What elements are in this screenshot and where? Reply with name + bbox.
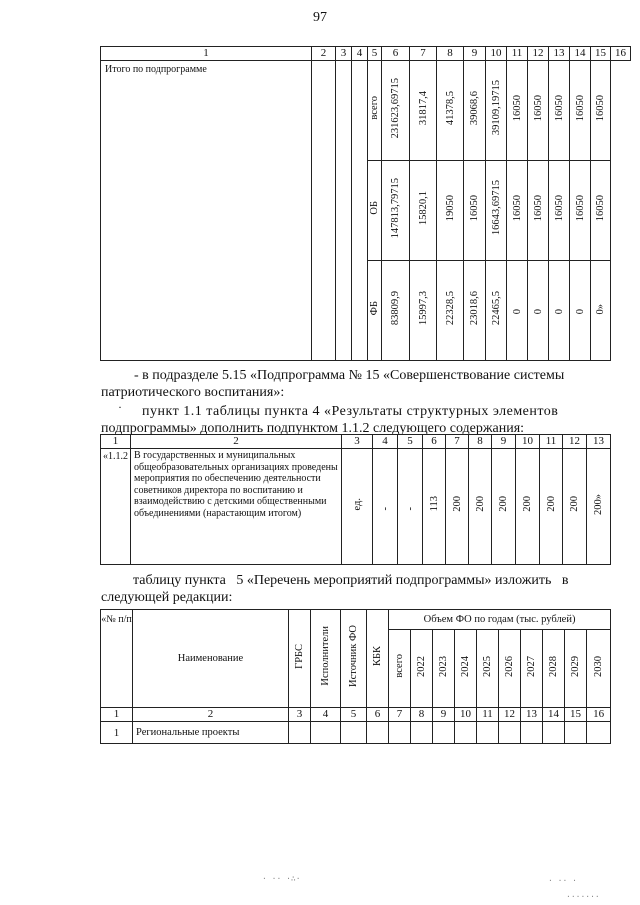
table1-empty-col3 — [312, 61, 336, 361]
table3-number-label-cell — [477, 708, 499, 722]
table3-number-label-cell — [133, 708, 289, 722]
table2-header-label-cell — [563, 435, 587, 449]
table1-name: Итого по подпрограмме — [105, 64, 207, 75]
table1-value: 16050 — [469, 194, 480, 222]
table3-number-row — [101, 708, 611, 722]
table1-value: 16050 — [511, 94, 523, 122]
table3-number-label-cell — [389, 708, 411, 722]
table1-value-cell — [486, 161, 507, 261]
table3-number-label: 5 — [350, 708, 357, 720]
table1-value: 0 — [532, 309, 544, 315]
table1-data-row — [101, 61, 631, 161]
table2-header-label-cell — [423, 435, 446, 449]
table3-name-label: Наименование — [177, 653, 244, 664]
results-table — [100, 434, 611, 565]
table3-number-label-cell — [341, 708, 367, 722]
table3-row-name — [133, 722, 289, 744]
table1-value: 22328,5 — [444, 290, 456, 326]
table3-number-label-cell — [433, 708, 455, 722]
table3-empty-cell — [367, 722, 389, 744]
paragraph-point: пункт 1.1 таблицы пункта 4 «Результаты структурных элементов — [142, 404, 559, 419]
table2-header-label-cell — [342, 435, 373, 449]
table2-header-label: 12 — [569, 435, 580, 447]
table1-value: 16050 — [532, 194, 544, 222]
table1-header-row — [101, 47, 631, 61]
table1-value-cell — [486, 61, 507, 161]
table3-number-label: 13 — [526, 708, 537, 720]
table1-value: 16050 — [553, 194, 565, 222]
scan-artifact: · ·· · — [548, 876, 577, 885]
table1-value: 16643,69715 — [490, 180, 502, 236]
table1-value: 0 — [553, 309, 565, 315]
table3-src-label: Источник ФО — [348, 625, 359, 687]
table2-header-label: 6 — [431, 435, 437, 447]
table1-value-cell — [507, 161, 528, 261]
table1-value-cell — [591, 61, 611, 161]
table3-number-label-cell — [101, 708, 133, 722]
table1-header-label: 11 — [511, 47, 523, 59]
table3-number-label: 11 — [482, 708, 493, 720]
table2-header-label: 7 — [454, 435, 460, 447]
table1-value: 23018,6 — [469, 290, 480, 326]
table3-number-label: 3 — [296, 708, 303, 720]
table3-year-label-cell — [411, 630, 433, 708]
table1-value: 15820,1 — [417, 190, 429, 226]
table2-value-cell — [516, 449, 540, 565]
table2-c4: - — [379, 507, 391, 511]
table3-number-label-cell — [411, 708, 433, 722]
table1-value-cell — [464, 61, 486, 161]
table1-value-cell — [570, 261, 591, 361]
table2-value: 200 — [522, 496, 533, 512]
table2-header-label-cell — [587, 435, 611, 449]
table2-num: «1.1.2 — [103, 451, 128, 462]
table1-value: 231623,69715 — [390, 77, 401, 139]
table1-value: 147813,79715 — [390, 177, 401, 239]
table2-header-label-cell — [131, 435, 342, 449]
table3-row — [101, 722, 611, 744]
table2-value: 200 — [474, 496, 486, 512]
table3-num-header — [101, 610, 133, 708]
table2-value-cell — [446, 449, 469, 565]
table2-unit: ед. — [351, 498, 363, 511]
table2-header-label-cell — [373, 435, 398, 449]
scan-artifact: ······· — [566, 892, 600, 901]
paragraph-subsection-cont: патриотического воспитания»: — [101, 385, 285, 400]
table1-header-label-cell — [549, 47, 570, 61]
table1-value: 39109,19715 — [490, 80, 502, 136]
table3-number-label: 16 — [593, 708, 605, 720]
table3-year-label-cell — [433, 630, 455, 708]
table3-year-label-cell — [543, 630, 565, 708]
table2-value-cell — [469, 449, 492, 565]
table3-year-label-cell — [389, 630, 411, 708]
table1-header-label: 9 — [471, 47, 478, 59]
table1-value: 16050 — [574, 194, 586, 222]
table3-empty-cell — [477, 722, 499, 744]
table1-header-label: 1 — [203, 47, 209, 59]
table1-header-label: 6 — [392, 47, 399, 59]
table2-c5-cell — [398, 449, 423, 565]
table3-src-header — [341, 610, 367, 708]
table3-empty-cell — [587, 722, 611, 744]
table1-header-label: 16 — [615, 47, 626, 59]
table3-year-label: всего — [394, 654, 405, 678]
table1-header-label: 7 — [420, 47, 426, 59]
table1-value: 83809,9 — [390, 290, 401, 326]
table1-value-cell — [570, 61, 591, 161]
table1-empty-col4 — [336, 61, 352, 361]
table3-empty-cell — [455, 722, 477, 744]
table1-value: 16050 — [595, 194, 606, 222]
table2-value-cell — [540, 449, 563, 565]
table1-value-cell — [382, 61, 410, 161]
table1-header-label-cell — [464, 47, 486, 61]
table3-empty-cell — [389, 722, 411, 744]
table3-empty-cell — [543, 722, 565, 744]
table3-number-label: 10 — [460, 708, 471, 720]
table3-number-label-cell — [521, 708, 543, 722]
table2-header-label-cell — [540, 435, 563, 449]
table3-empty-cell — [341, 722, 367, 744]
table1-value-cell — [507, 61, 528, 161]
table3-empty-cell — [521, 722, 543, 744]
table2-header-label: 11 — [545, 435, 557, 447]
table1-source-label: ФБ — [369, 300, 380, 316]
table3-number-label: 4 — [322, 708, 329, 720]
table1-header-label-cell — [352, 47, 368, 61]
table3-empty-cell — [433, 722, 455, 744]
table1-value-cell — [591, 161, 611, 261]
table3-year-label: 2022 — [416, 655, 427, 677]
table3-exec-header — [311, 610, 341, 708]
table2-header-label-cell — [446, 435, 469, 449]
table3-grbs-label: ГРБС — [294, 643, 305, 669]
table3-number-label: 1 — [113, 708, 120, 720]
table2-header-label: 8 — [477, 435, 483, 447]
table3-row-num-text: 1 — [113, 726, 120, 739]
table2-value-cell — [587, 449, 611, 565]
table2-c5: - — [404, 507, 416, 511]
table3-year-label-cell — [477, 630, 499, 708]
table1-value-cell — [486, 261, 507, 361]
table2-num-cell — [101, 449, 131, 565]
table1-source-cell — [368, 161, 382, 261]
table2-data-row — [101, 449, 611, 565]
table1-header-label: 10 — [490, 47, 502, 59]
table1-header-label: 13 — [553, 47, 565, 59]
table1-header-label: 15 — [595, 47, 606, 59]
table1-header-label-cell — [611, 47, 631, 61]
table1-name-cell — [101, 61, 312, 361]
table1-value-cell — [549, 161, 570, 261]
table1-header-label-cell — [410, 47, 437, 61]
table3-year-label-cell — [587, 630, 611, 708]
table2-value-cell — [423, 449, 446, 565]
table1-value-cell — [410, 261, 437, 361]
table1-header-label-cell — [382, 47, 410, 61]
table1-value: 22465,5 — [490, 290, 502, 326]
paragraph-point-cont: подпрограммы» дополнить подпунктом 1.1.2 следующего содержания: — [101, 421, 525, 436]
table2-header-row — [101, 435, 611, 449]
page-number: 97 — [313, 10, 327, 25]
table1-header-label: 5 — [371, 47, 378, 59]
table1-empty-col5 — [352, 61, 368, 361]
table2-header-label: 10 — [522, 435, 533, 447]
table1-header-label: 3 — [340, 47, 347, 59]
table1-header-label: 14 — [574, 47, 586, 59]
table3-name-header — [133, 610, 289, 708]
table2-value: 200 — [451, 496, 463, 512]
table2-header-label-cell — [492, 435, 516, 449]
table1-value: 41378,5 — [444, 90, 456, 126]
table3-number-label: 12 — [504, 708, 515, 720]
table1-value: 0 — [574, 309, 586, 315]
table3-num-label: «№ п/п — [101, 614, 132, 625]
table3-year-label: 2028 — [548, 655, 559, 677]
table3-number-label-cell — [455, 708, 477, 722]
table3-year-label: 2024 — [460, 655, 471, 677]
table1-value: 0» — [595, 304, 606, 315]
table2-header-label: 5 — [407, 435, 413, 447]
table3-empty-cell — [499, 722, 521, 744]
table1-value: 39068,6 — [469, 90, 480, 126]
table1-value-cell — [382, 261, 410, 361]
table3-year-label-cell — [565, 630, 587, 708]
table3-year-label: 2027 — [526, 655, 537, 677]
table1-header-label-cell — [486, 47, 507, 61]
table1-value: 15997,3 — [417, 290, 429, 326]
table2-header-label-cell — [516, 435, 540, 449]
table3-number-label: 9 — [440, 708, 447, 720]
table1-value-cell — [528, 261, 549, 361]
table1-header-label-cell — [591, 47, 611, 61]
table3-grbs-header — [289, 610, 311, 708]
table3-row-name-text: Региональные проекты — [136, 727, 240, 738]
table1-source-label: ОБ — [369, 201, 380, 215]
table1-value-cell — [570, 161, 591, 261]
table2-value: 200 — [545, 496, 557, 512]
subprogram-total-table — [100, 46, 631, 361]
table2-value: 200 — [569, 496, 580, 512]
table2-header-label: 1 — [112, 435, 119, 447]
table1-value-cell — [507, 261, 528, 361]
table3-year-label-cell — [521, 630, 543, 708]
table3-number-label-cell — [499, 708, 521, 722]
table3-exec-label: Исполнители — [320, 626, 331, 686]
table3-number-label-cell — [311, 708, 341, 722]
table1-value: 16050 — [532, 94, 544, 122]
table1-header-label: 8 — [447, 47, 453, 59]
table2-text: В государственных и муниципальных общеобразовательных организациях проведены мероприятия по обеспечению деятельности советников директора по воспитанию и взаимодействию с детскими общественными объединениями (нарастающим итогом) — [134, 450, 338, 519]
table2-header-label: 4 — [382, 435, 388, 447]
table1-header-label: 12 — [532, 47, 544, 59]
table3-year-label: 2023 — [438, 655, 449, 677]
table1-value: 16050 — [595, 94, 606, 122]
table3-kbk-header — [367, 610, 389, 708]
table3-number-label: 15 — [570, 708, 581, 720]
table3-fo-title: Объем ФО по годам (тыс. рублей) — [423, 614, 576, 625]
table3-empty-cell — [411, 722, 433, 744]
table3-year-label: 2030 — [593, 655, 605, 677]
table3-year-label: 2026 — [504, 655, 515, 677]
table3-year-label-cell — [455, 630, 477, 708]
table3-number-label: 2 — [207, 708, 214, 720]
table2-header-label-cell — [398, 435, 423, 449]
table3-kbk-label: КБК — [372, 645, 383, 667]
table2-unit-cell — [342, 449, 373, 565]
table2-header-label-cell — [469, 435, 492, 449]
paragraph-mark: · — [118, 400, 122, 414]
table1-value-cell — [437, 261, 464, 361]
table2-value-cell — [492, 449, 516, 565]
table2-value: 200» — [593, 493, 604, 515]
table3-number-label-cell — [543, 708, 565, 722]
table3-year-label: 2025 — [482, 655, 493, 677]
table1-value-cell — [437, 61, 464, 161]
table2-value: 200 — [498, 496, 509, 512]
table1-value: 16050 — [553, 94, 565, 122]
table1-value: 31817,4 — [417, 90, 429, 126]
table1-value: 16050 — [511, 194, 523, 222]
table1-value-cell — [528, 61, 549, 161]
table1-source-cell — [368, 261, 382, 361]
table2-header-label: 3 — [354, 435, 360, 447]
table3-number-label-cell — [367, 708, 389, 722]
table3-number-label: 7 — [396, 708, 403, 720]
table1-value: 0 — [511, 309, 523, 315]
table1-value-cell — [549, 261, 570, 361]
table3-number-label-cell — [565, 708, 587, 722]
paragraph-subsection: - в подразделе 5.15 «Подпрограмма № 15 «Совершенствование системы — [134, 368, 565, 383]
table3-year-label: 2029 — [570, 655, 581, 677]
paragraph-table5: таблицу пункта 5 «Перечень мероприятий подпрограммы» изложить в — [133, 573, 569, 588]
table1-header-label: 4 — [356, 47, 363, 59]
table3-number-label-cell — [289, 708, 311, 722]
table3-row-num — [101, 722, 133, 744]
paragraph-table5-cont: следующей редакции: — [101, 590, 233, 605]
table1-value-cell — [591, 261, 611, 361]
table3-empty-cell — [565, 722, 587, 744]
table3-empty-cell — [311, 722, 341, 744]
table2-value-cell — [563, 449, 587, 565]
table2-header-label: 2 — [233, 435, 239, 447]
table2-header-label-cell — [101, 435, 131, 449]
table1-value: 19050 — [444, 194, 456, 222]
table1-header-label-cell — [507, 47, 528, 61]
table3-fo-header — [389, 610, 611, 630]
table1-value: 16050 — [574, 94, 586, 122]
table1-value-cell — [549, 61, 570, 161]
table1-header-label-cell — [101, 47, 312, 61]
table1-value-cell — [410, 61, 437, 161]
table1-value-cell — [464, 261, 486, 361]
table1-source-cell — [368, 61, 382, 161]
table2-text-cell — [131, 449, 342, 565]
table1-header-label-cell — [437, 47, 464, 61]
table3-number-label: 14 — [548, 708, 559, 720]
table2-header-label: 9 — [500, 435, 507, 447]
scan-artifact: · ·· ·∴· — [262, 874, 301, 883]
table1-header-label-cell — [570, 47, 591, 61]
table3-year-label-cell — [499, 630, 521, 708]
table1-header-label-cell — [528, 47, 549, 61]
table1-header-label-cell — [312, 47, 336, 61]
table1-value-cell — [464, 161, 486, 261]
table1-value-cell — [382, 161, 410, 261]
table2-c4-cell — [373, 449, 398, 565]
table2-value: 113 — [428, 496, 440, 512]
table1-header-label-cell — [336, 47, 352, 61]
table1-value-cell — [410, 161, 437, 261]
table1-value-cell — [528, 161, 549, 261]
table1-source-label: всего — [369, 96, 380, 120]
table1-header-label-cell — [368, 47, 382, 61]
table2-header-label: 13 — [593, 435, 604, 447]
table3-empty-cell — [289, 722, 311, 744]
table3-number-label-cell — [587, 708, 611, 722]
table3-number-label: 8 — [418, 708, 425, 720]
table1-header-label: 2 — [320, 47, 327, 59]
table1-value-cell — [437, 161, 464, 261]
table3-number-label: 6 — [374, 708, 381, 720]
measures-table — [100, 609, 611, 744]
